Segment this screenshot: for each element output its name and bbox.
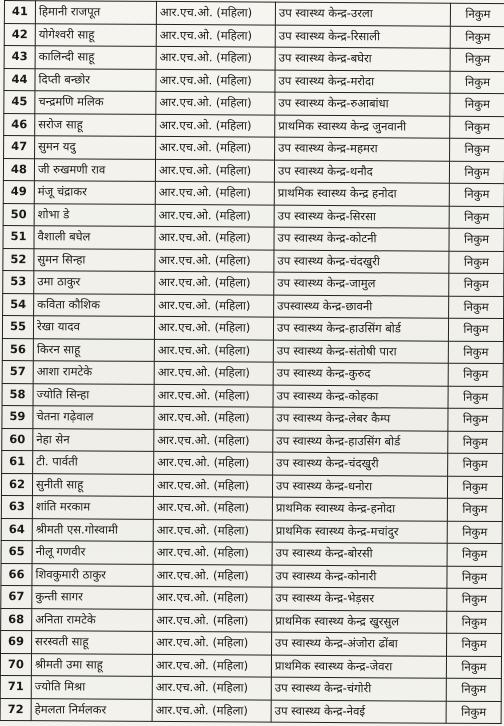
posting-location-cell: उप स्वास्थ्य केन्द्र-चंगोरी bbox=[271, 677, 446, 701]
designation-cell: आर.एच.ओ. (महिला) bbox=[153, 541, 272, 564]
designation-cell: आर.एच.ओ. (महिला) bbox=[155, 294, 274, 317]
table-row bbox=[1, 473, 502, 499]
designation-cell: आर.एच.ओ. (महिला) bbox=[154, 361, 273, 384]
table-row bbox=[1, 540, 502, 566]
serial-number-cell: 63 bbox=[1, 495, 32, 518]
block-name-cell: निकुम bbox=[448, 453, 503, 476]
block-name-cell: निकुम bbox=[448, 386, 503, 409]
designation-cell: आर.एच.ओ. (महिला) bbox=[156, 114, 275, 137]
posting-location-cell: उप स्वास्थ्य केन्द्र-अंजोरा ढोंबा bbox=[272, 632, 447, 656]
table-row bbox=[4, 23, 504, 49]
designation-cell: आर.एच.ओ. (महिला) bbox=[152, 654, 271, 677]
posting-location-cell: उप स्वास्थ्य केन्द्र-उरला bbox=[275, 2, 450, 26]
employee-name-cell: सुमन सिन्हा bbox=[34, 248, 155, 271]
table-row bbox=[4, 1, 504, 27]
serial-number-cell: 61 bbox=[2, 450, 33, 473]
table-row bbox=[4, 136, 504, 162]
posting-location-cell: प्राथमिक स्वास्थ्य केन्द्र-मचांदुर bbox=[272, 520, 447, 544]
block-name-cell: निकुम bbox=[449, 296, 504, 319]
posting-location-cell: उप स्वास्थ्य केन्द्र-महमरा bbox=[275, 137, 450, 161]
block-name-cell: निकुम bbox=[449, 183, 504, 206]
block-name-cell: निकुम bbox=[450, 93, 504, 116]
block-name-cell: निकुम bbox=[448, 341, 503, 364]
serial-number-cell: 72 bbox=[0, 698, 31, 721]
employee-name-cell: वैशाली बघेल bbox=[34, 226, 155, 249]
serial-number-cell: 56 bbox=[2, 338, 33, 361]
serial-number-cell: 45 bbox=[4, 91, 35, 114]
block-name-cell: निकुम bbox=[446, 678, 501, 701]
posting-location-cell: उप स्वास्थ्य केन्द्र-नेवई bbox=[271, 700, 446, 724]
table-row bbox=[0, 675, 501, 701]
posting-location-cell: प्राथमिक स्वास्थ्य केन्द्र-हनोदा bbox=[272, 497, 447, 521]
block-name-cell: निकुम bbox=[446, 656, 501, 679]
designation-cell: आर.एच.ओ. (महिला) bbox=[155, 204, 274, 227]
designation-cell: आर.एच.ओ. (महिला) bbox=[153, 586, 272, 609]
employee-name-cell: जी रुखमणी राव bbox=[34, 158, 155, 181]
block-name-cell: निकुम bbox=[447, 498, 502, 521]
posting-location-cell: उप स्वास्थ्य केन्द्र-चंदखुरी bbox=[273, 452, 448, 476]
employee-name-cell: टी. पार्वती bbox=[33, 451, 154, 474]
block-name-cell: निकुम bbox=[446, 701, 501, 724]
designation-cell: आर.एच.ओ. (महिला) bbox=[155, 226, 274, 249]
serial-number-cell: 62 bbox=[1, 473, 32, 496]
block-name-cell: निकुम bbox=[450, 116, 504, 139]
employee-name-cell: शांति मरकाम bbox=[32, 496, 153, 519]
employee-name-cell: श्रीमती एस.गोस्वामी bbox=[32, 518, 153, 541]
posting-location-cell: उप स्वास्थ्य केन्द्र-हाउसिंग बोर्ड bbox=[273, 317, 448, 341]
block-name-cell: निकुम bbox=[449, 161, 504, 184]
designation-cell: आर.एच.ओ. (महिला) bbox=[156, 46, 275, 69]
block-name-cell: निकुम bbox=[449, 251, 504, 274]
table-row bbox=[2, 338, 503, 364]
table-row bbox=[3, 158, 504, 184]
table-row bbox=[4, 91, 504, 117]
employee-name-cell: ज्योति मिश्रा bbox=[31, 676, 152, 699]
employee-name-cell: सुमन यदु bbox=[35, 136, 156, 159]
serial-number-cell: 64 bbox=[1, 518, 32, 541]
serial-number-cell: 52 bbox=[3, 248, 34, 271]
employee-name-cell: आशा रामटेके bbox=[33, 361, 154, 384]
block-name-cell: निकुम bbox=[449, 206, 504, 229]
table-row bbox=[1, 563, 502, 589]
block-name-cell: निकुम bbox=[447, 476, 502, 499]
employee-name-cell: कविता कौशिक bbox=[34, 293, 155, 316]
block-name-cell: निकुम bbox=[447, 521, 502, 544]
designation-cell: आर.एच.ओ. (महिला) bbox=[155, 249, 274, 272]
employee-name-cell: किरन साहू bbox=[33, 338, 154, 361]
serial-number-cell: 48 bbox=[3, 158, 34, 181]
designation-cell: आर.एच.ओ. (महिला) bbox=[156, 24, 275, 47]
designation-cell: आर.एच.ओ. (महिला) bbox=[156, 1, 275, 24]
serial-number-cell: 68 bbox=[1, 608, 32, 631]
table-row bbox=[3, 293, 504, 319]
employee-name-cell: कुन्ती सागर bbox=[32, 586, 153, 609]
designation-cell: आर.एच.ओ. (महिला) bbox=[152, 676, 271, 699]
serial-number-cell: 44 bbox=[4, 68, 35, 91]
designation-cell: आर.एच.ओ. (महिला) bbox=[153, 496, 272, 519]
serial-number-cell: 55 bbox=[2, 315, 33, 338]
serial-number-cell: 46 bbox=[4, 113, 35, 136]
table-row bbox=[4, 113, 504, 139]
posting-location-cell: उप स्वास्थ्य केन्द्र-संतोषी पारा bbox=[273, 340, 448, 364]
designation-cell: आर.एच.ओ. (महिला) bbox=[154, 429, 273, 452]
employee-name-cell: नेहा सेन bbox=[33, 428, 154, 451]
designation-cell: आर.एच.ओ. (महिला) bbox=[156, 136, 275, 159]
table-row bbox=[1, 585, 502, 611]
table-row bbox=[4, 68, 504, 94]
designation-cell: आर.एच.ओ. (महिला) bbox=[153, 631, 272, 654]
serial-number-cell: 47 bbox=[4, 136, 35, 159]
employee-name-cell: चन्द्रमणि मलिक bbox=[35, 91, 156, 114]
designation-cell: आर.एच.ओ. (महिला) bbox=[154, 316, 273, 339]
table-row bbox=[2, 428, 503, 454]
block-name-cell: निकुम bbox=[449, 273, 504, 296]
serial-number-cell: 51 bbox=[3, 225, 34, 248]
designation-cell: आर.एच.ओ. (महिला) bbox=[155, 181, 274, 204]
designation-cell: आर.एच.ओ. (महिला) bbox=[152, 699, 271, 722]
posting-location-cell: उप स्वास्थ्य केन्द्र-कोनारी bbox=[272, 565, 447, 589]
block-name-cell: निकुम bbox=[450, 71, 504, 94]
serial-number-cell: 57 bbox=[2, 360, 33, 383]
serial-number-cell: 49 bbox=[3, 180, 34, 203]
serial-number-cell: 67 bbox=[1, 585, 32, 608]
posting-location-cell: प्राथमिक स्वास्थ्य केन्द्र खुरसुल bbox=[272, 610, 447, 634]
block-name-cell: निकुम bbox=[450, 138, 504, 161]
serial-number-cell: 42 bbox=[4, 23, 35, 46]
block-name-cell: निकुम bbox=[447, 588, 502, 611]
posting-location-cell: उप स्वास्थ्य केन्द्र-कुरुद bbox=[273, 362, 448, 386]
employee-name-cell: उमा ठाकुर bbox=[34, 271, 155, 294]
employee-name-cell: चेतना गढ़ेवाल bbox=[33, 406, 154, 429]
employee-name-cell: योगेश्वरी साहू bbox=[35, 23, 156, 46]
designation-cell: आर.एच.ओ. (महिला) bbox=[153, 474, 272, 497]
employee-name-cell: ज्योति सिन्हा bbox=[33, 383, 154, 406]
posting-location-cell: उप स्वास्थ्य केन्द्र-जामुल bbox=[274, 272, 449, 296]
serial-number-cell: 41 bbox=[4, 1, 35, 24]
employee-name-cell: नीलू गणवीर bbox=[32, 541, 153, 564]
designation-cell: आर.एच.ओ. (महिला) bbox=[154, 451, 273, 474]
employee-name-cell: सुनीती साहू bbox=[32, 473, 153, 496]
table-row bbox=[3, 180, 504, 206]
employee-name-cell: अनिता रामटेके bbox=[32, 608, 153, 631]
block-name-cell: निकुम bbox=[447, 566, 502, 589]
table-row bbox=[0, 653, 501, 679]
posting-location-cell: उपस्वास्थ्य केन्द्र-छावनी bbox=[274, 295, 449, 319]
table-row bbox=[2, 450, 503, 476]
employee-name-cell: शिवकुमारी ठाकुर bbox=[32, 563, 153, 586]
designation-cell: आर.एच.ओ. (महिला) bbox=[155, 159, 274, 182]
designation-cell: आर.एच.ओ. (महिला) bbox=[154, 339, 273, 362]
table-row bbox=[1, 518, 502, 544]
posting-location-cell: उप स्वास्थ्य केन्द्र-रुआबांधा bbox=[275, 92, 450, 116]
designation-cell: आर.एच.ओ. (महिला) bbox=[156, 69, 275, 92]
table-row bbox=[1, 630, 502, 656]
designation-cell: आर.एच.ओ. (महिला) bbox=[153, 564, 272, 587]
block-name-cell: निकुम bbox=[450, 3, 504, 26]
designation-cell: आर.एच.ओ. (महिला) bbox=[154, 384, 273, 407]
posting-location-cell: उप स्वास्थ्य केन्द्र-चंदखुरी bbox=[274, 250, 449, 274]
employee-name-cell: हिमानी राजपूत bbox=[35, 1, 156, 24]
employee-name-cell: सरोज साहू bbox=[35, 113, 156, 136]
table-row bbox=[4, 46, 504, 72]
serial-number-cell: 43 bbox=[4, 46, 35, 69]
table-row bbox=[2, 383, 503, 409]
table-row bbox=[1, 608, 502, 634]
serial-number-cell: 60 bbox=[2, 428, 33, 451]
block-name-cell: निकुम bbox=[448, 363, 503, 386]
designation-cell: आर.एच.ओ. (महिला) bbox=[154, 406, 273, 429]
table-row bbox=[3, 270, 504, 296]
table-row bbox=[3, 225, 504, 251]
posting-location-cell: प्राथमिक स्वास्थ्य केन्द्र जुनवानी bbox=[275, 115, 450, 139]
table-row bbox=[2, 360, 503, 386]
block-name-cell: निकुम bbox=[448, 408, 503, 431]
designation-cell: आर.एच.ओ. (महिला) bbox=[155, 271, 274, 294]
employee-name-cell: हेमलता निर्मलकर bbox=[31, 698, 152, 721]
block-name-cell: निकुम bbox=[447, 611, 502, 634]
employee-name-cell: शोभा डे bbox=[34, 203, 155, 226]
block-name-cell: निकुम bbox=[450, 26, 504, 49]
table-row bbox=[1, 495, 502, 521]
table-body bbox=[0, 1, 504, 724]
serial-number-cell: 66 bbox=[1, 563, 32, 586]
posting-location-cell: उप स्वास्थ्य केन्द्र-मरोदा bbox=[275, 70, 450, 94]
serial-number-cell: 53 bbox=[3, 270, 34, 293]
designation-cell: आर.एच.ओ. (महिला) bbox=[153, 519, 272, 542]
table-row bbox=[2, 405, 503, 431]
posting-location-cell: उप स्वास्थ्य केन्द्र-बोरसी bbox=[272, 542, 447, 566]
block-name-cell: निकुम bbox=[447, 543, 502, 566]
posting-location-cell: उप स्वास्थ्य केन्द्र-सिरसा bbox=[274, 205, 449, 229]
employee-name-cell: कालिन्दी साहू bbox=[35, 46, 156, 69]
serial-number-cell: 58 bbox=[2, 383, 33, 406]
serial-number-cell: 59 bbox=[2, 405, 33, 428]
block-name-cell: निकुम bbox=[449, 228, 504, 251]
employee-name-cell: दिप्ती बन्छोर bbox=[35, 68, 156, 91]
posting-location-cell: उप स्वास्थ्य केन्द्र-रिसाली bbox=[275, 25, 450, 49]
table-row bbox=[0, 698, 501, 724]
employee-name-cell: मंजू चंद्राकर bbox=[34, 181, 155, 204]
block-name-cell: निकुम bbox=[448, 431, 503, 454]
serial-number-cell: 71 bbox=[0, 675, 31, 698]
designation-cell: आर.एच.ओ. (महिला) bbox=[156, 91, 275, 114]
serial-number-cell: 65 bbox=[1, 540, 32, 563]
posting-location-cell: प्राथमिक स्वास्थ्य केन्द्र हनोदा bbox=[274, 182, 449, 206]
block-name-cell: निकुम bbox=[447, 633, 502, 656]
posting-location-cell: उप स्वास्थ्य केन्द्र-कोटनी bbox=[274, 227, 449, 251]
block-name-cell: निकुम bbox=[448, 318, 503, 341]
block-name-cell: निकुम bbox=[450, 48, 504, 71]
table-row bbox=[2, 315, 503, 341]
posting-location-cell: उप स्वास्थ्य केन्द्र-बघेरा bbox=[275, 47, 450, 71]
posting-location-cell: प्राथमिक स्वास्थ्य केन्द्र-जेवरा bbox=[271, 655, 446, 679]
serial-number-cell: 69 bbox=[1, 630, 32, 653]
serial-number-cell: 50 bbox=[3, 203, 34, 226]
posting-location-cell: उप स्वास्थ्य केन्द्र-भेड़सर bbox=[272, 587, 447, 611]
serial-number-cell: 70 bbox=[0, 653, 31, 676]
employee-name-cell: सरस्वती साहू bbox=[32, 631, 153, 654]
table-row bbox=[3, 203, 504, 229]
table-row bbox=[3, 248, 504, 274]
posting-location-cell: उप स्वास्थ्य केन्द्र-कोहका bbox=[273, 385, 448, 409]
employee-name-cell: श्रीमती उमा साहू bbox=[31, 653, 152, 676]
posting-location-cell: उप स्वास्थ्य केन्द्र-धनोरा bbox=[272, 475, 447, 499]
serial-number-cell: 54 bbox=[3, 293, 34, 316]
employee-name-cell: रेखा यादव bbox=[33, 316, 154, 339]
designation-cell: आर.एच.ओ. (महिला) bbox=[153, 609, 272, 632]
posting-location-cell: उप स्वास्थ्य केन्द्र-लेबर कैम्प bbox=[273, 407, 448, 431]
posting-location-cell: उप स्वास्थ्य केन्द्र-हाउसिंग बोर्ड bbox=[273, 430, 448, 454]
posting-location-cell: उप स्वास्थ्य केन्द्र-थनौद bbox=[274, 160, 449, 184]
